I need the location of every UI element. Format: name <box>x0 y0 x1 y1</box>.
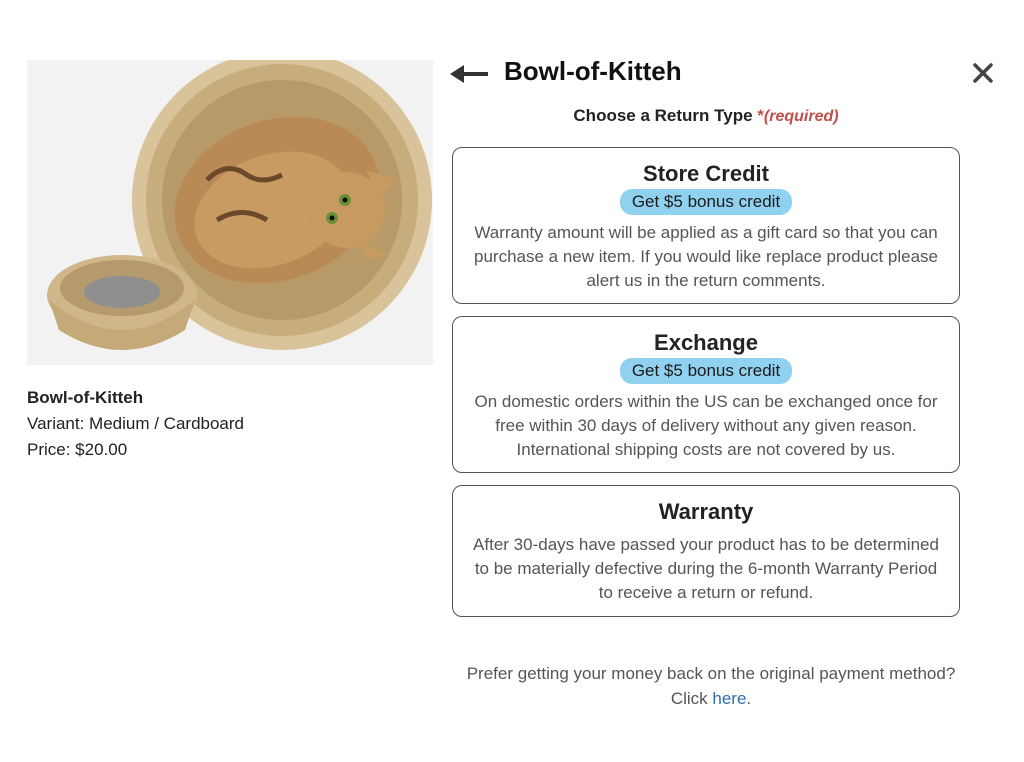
close-icon <box>968 58 998 88</box>
bonus-badge: Get $5 bonus credit <box>620 358 792 384</box>
option-title: Warranty <box>658 499 754 524</box>
back-button[interactable] <box>450 60 490 88</box>
option-title: Exchange <box>654 330 758 355</box>
product-price: Price: $20.00 <box>27 440 128 459</box>
arrow-left-icon <box>450 60 490 88</box>
refund-note <box>452 661 970 711</box>
bonus-badge: Get $5 bonus credit <box>620 189 792 215</box>
product-name: Bowl-of-Kitteh <box>27 388 144 407</box>
panel-title: Bowl-of-Kitteh <box>504 56 682 86</box>
product-image <box>27 60 433 365</box>
required-text: (required) <box>763 108 839 125</box>
store-credit-option[interactable] <box>452 147 960 304</box>
product-info <box>27 385 427 463</box>
exchange-option[interactable] <box>452 316 960 473</box>
refund-note-text: Prefer getting your money back on the original payment method? Click <box>466 664 956 708</box>
cat-in-bowl-illustration <box>27 60 433 365</box>
required-star: * <box>757 106 764 125</box>
refund-note-period: . <box>746 689 752 708</box>
refund-here-link[interactable]: here <box>712 689 747 708</box>
warranty-option[interactable] <box>452 485 960 617</box>
close-button[interactable] <box>968 58 998 88</box>
option-description: After 30-days have passed your product has to be determined to be materially defective during the 6-month Warranty Period to receive a return or refund. <box>473 535 939 602</box>
product-variant: Variant: Medium / Cardboard <box>27 414 245 433</box>
option-title: Store Credit <box>643 161 769 186</box>
return-type-heading <box>452 106 960 126</box>
option-description: Warranty amount will be applied as a gift card so that you can purchase a new item. If you would like replace product please alert us in the return comments. <box>474 223 938 290</box>
option-description: On domestic orders within the US can be exchanged once for free within 30 days of delivery without any given reason. International shipping costs are not covered by us. <box>474 392 938 459</box>
return-type-label: Choose a Return Type <box>573 106 753 125</box>
